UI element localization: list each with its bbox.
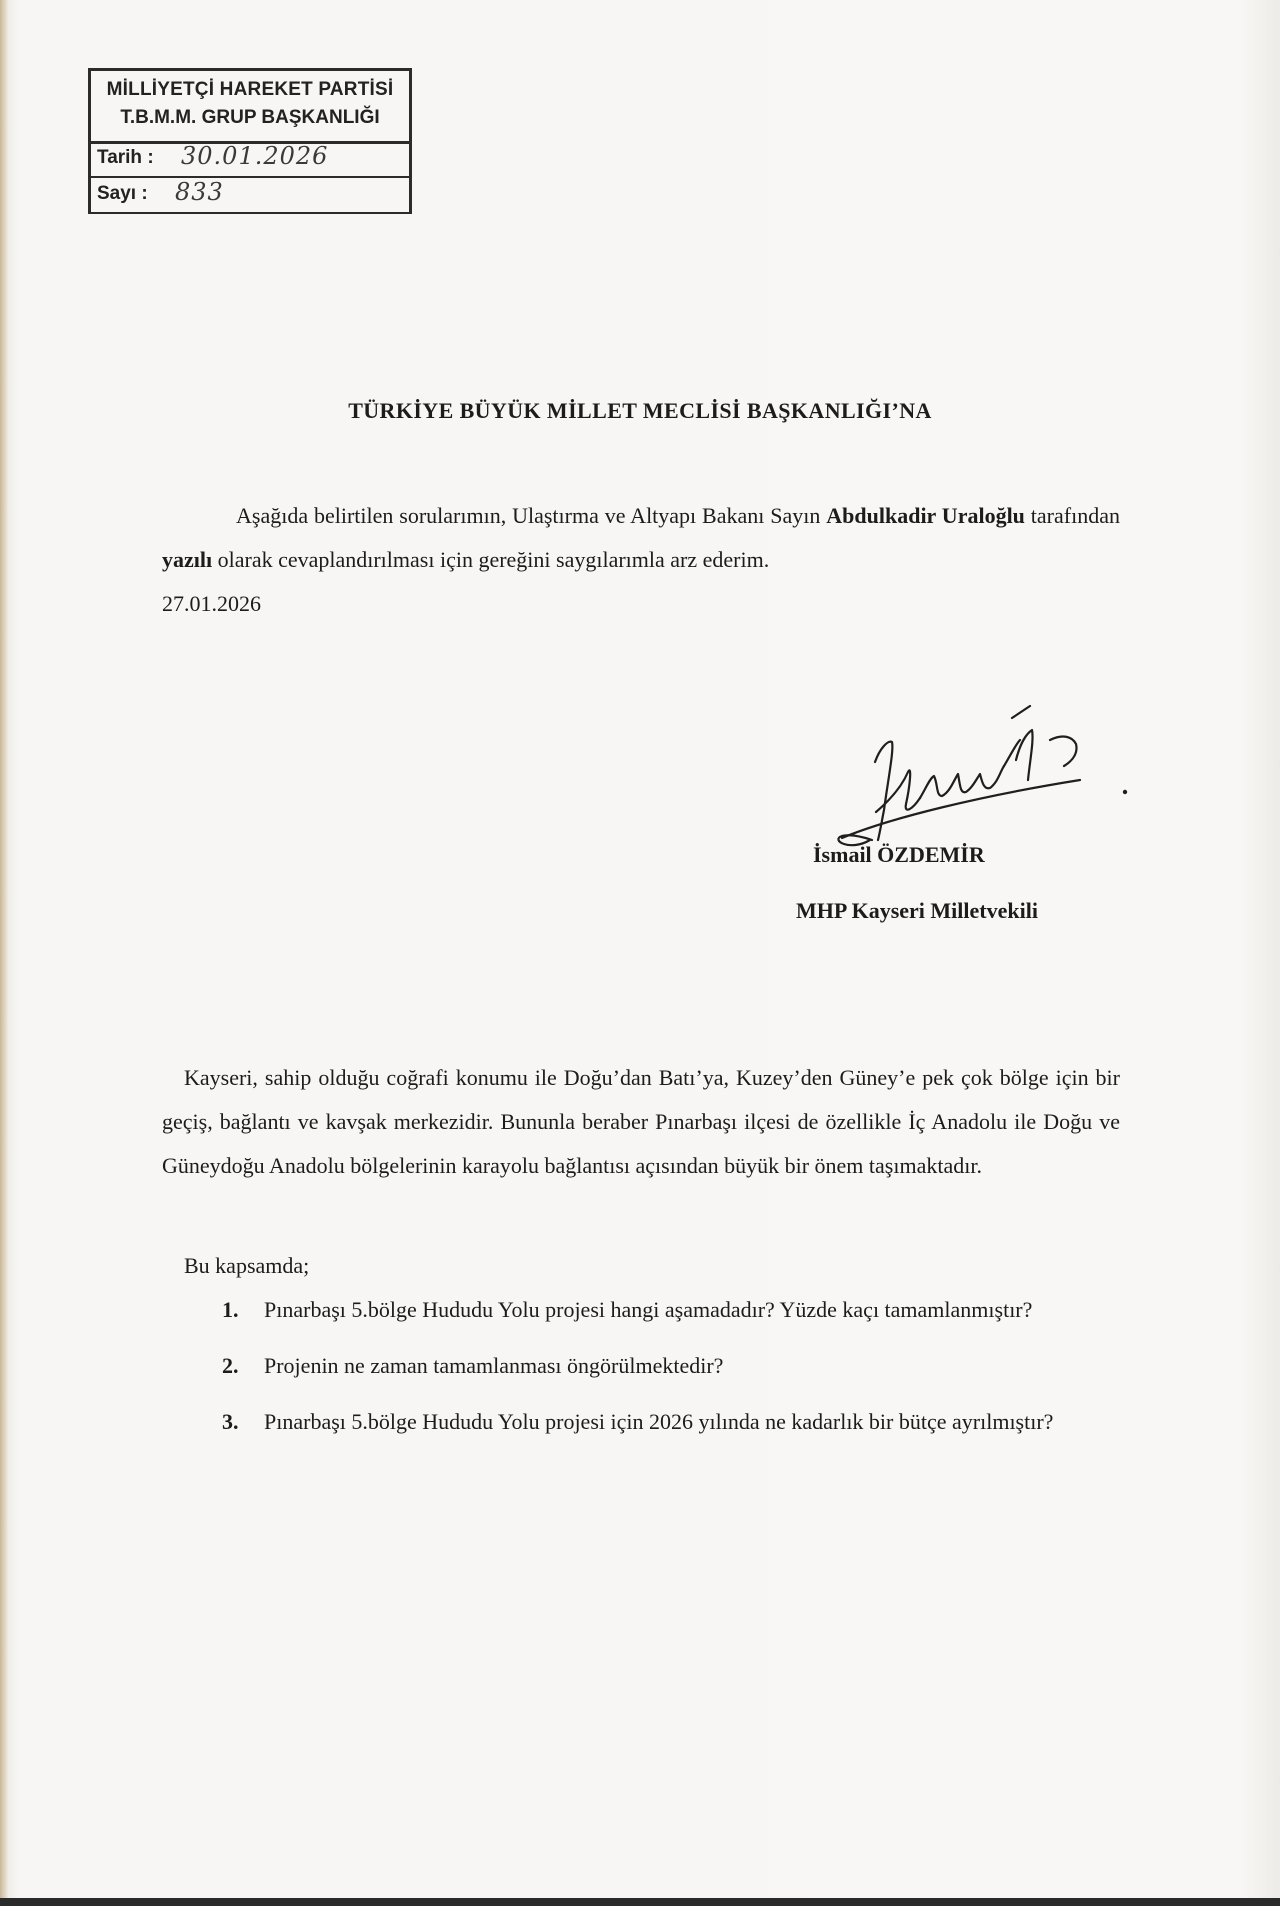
intro-text-2: tarafından	[1024, 503, 1120, 528]
intro-text-3: olarak cevaplandırılması için gereğini saygılarımla arz ederim.	[212, 547, 770, 572]
stamp-date-value: 30.01.2026	[181, 142, 329, 170]
stamp-number-row	[88, 176, 412, 214]
stamp-party: MİLLİYETÇİ HAREKET PARTİSİ	[106, 79, 394, 100]
question-text: Pınarbaşı 5.bölge Hududu Yolu projesi için 2026 yılında ne kadarlık bir bütçe ayrılmıştır?	[264, 1409, 1054, 1434]
registry-stamp	[88, 68, 410, 216]
stamp-date-row	[88, 140, 412, 178]
question-item	[222, 1290, 1120, 1330]
scope-intro: Bu kapsamda;	[184, 1253, 310, 1278]
question-text: Pınarbaşı 5.bölge Hududu Yolu projesi hangi aşamadadır? Yüzde kaçı tamamlanmıştır?	[264, 1297, 1033, 1322]
question-number: 3.	[222, 1409, 239, 1434]
document-title: TÜRKİYE BÜYÜK MİLLET MECLİSİ BAŞKANLIĞI’NA	[348, 398, 932, 423]
stamp-number-label: Sayı :	[97, 183, 148, 204]
question-number: 1.	[222, 1297, 239, 1322]
signer-name: İsmail ÖZDEMİR	[813, 842, 985, 867]
stamp-number-value: 833	[175, 178, 224, 206]
question-item	[222, 1346, 1120, 1386]
paper-bottom-edge	[0, 1898, 1280, 1906]
body-paragraph: Kayseri, sahip olduğu coğrafi konumu ile Doğu’dan Batı’ya, Kuzey’den Güney’e pek çok bölge için bir geçiş, bağlantı ve kavşak merkezidir. Bununla beraber Pınarbaşı ilçesi de özellikle İç Anadolu ile Doğu ve Güneydoğu Anadolu bölgelerinin karayolu bağlantısı açısından büyük bir önem taşımaktadır.	[162, 1065, 1120, 1178]
question-text: Projenin ne zaman tamamlanması öngörülmektedir?	[264, 1353, 724, 1378]
question-item	[222, 1402, 1120, 1442]
intro-date: 27.01.2026	[162, 591, 261, 616]
stamp-header	[88, 68, 412, 144]
stamp-office: T.B.M.M. GRUP BAŞKANLIĞI	[120, 107, 380, 128]
stamp-date-label: Tarih :	[97, 147, 154, 168]
written-word: yazılı	[162, 547, 213, 572]
signer-title: MHP Kayseri Milletvekili	[796, 898, 1038, 923]
intro-paragraph	[162, 494, 1120, 626]
intro-text-1: Aşağıda belirtilen sorularımın, Ulaştırma ve Altyapı Bakanı Sayın	[236, 503, 827, 528]
paper-left-edge	[0, 0, 8, 1906]
question-number: 2.	[222, 1353, 239, 1378]
question-list	[222, 1290, 1120, 1458]
minister-name: Abdulkadir Uraloğlu	[826, 503, 1025, 528]
